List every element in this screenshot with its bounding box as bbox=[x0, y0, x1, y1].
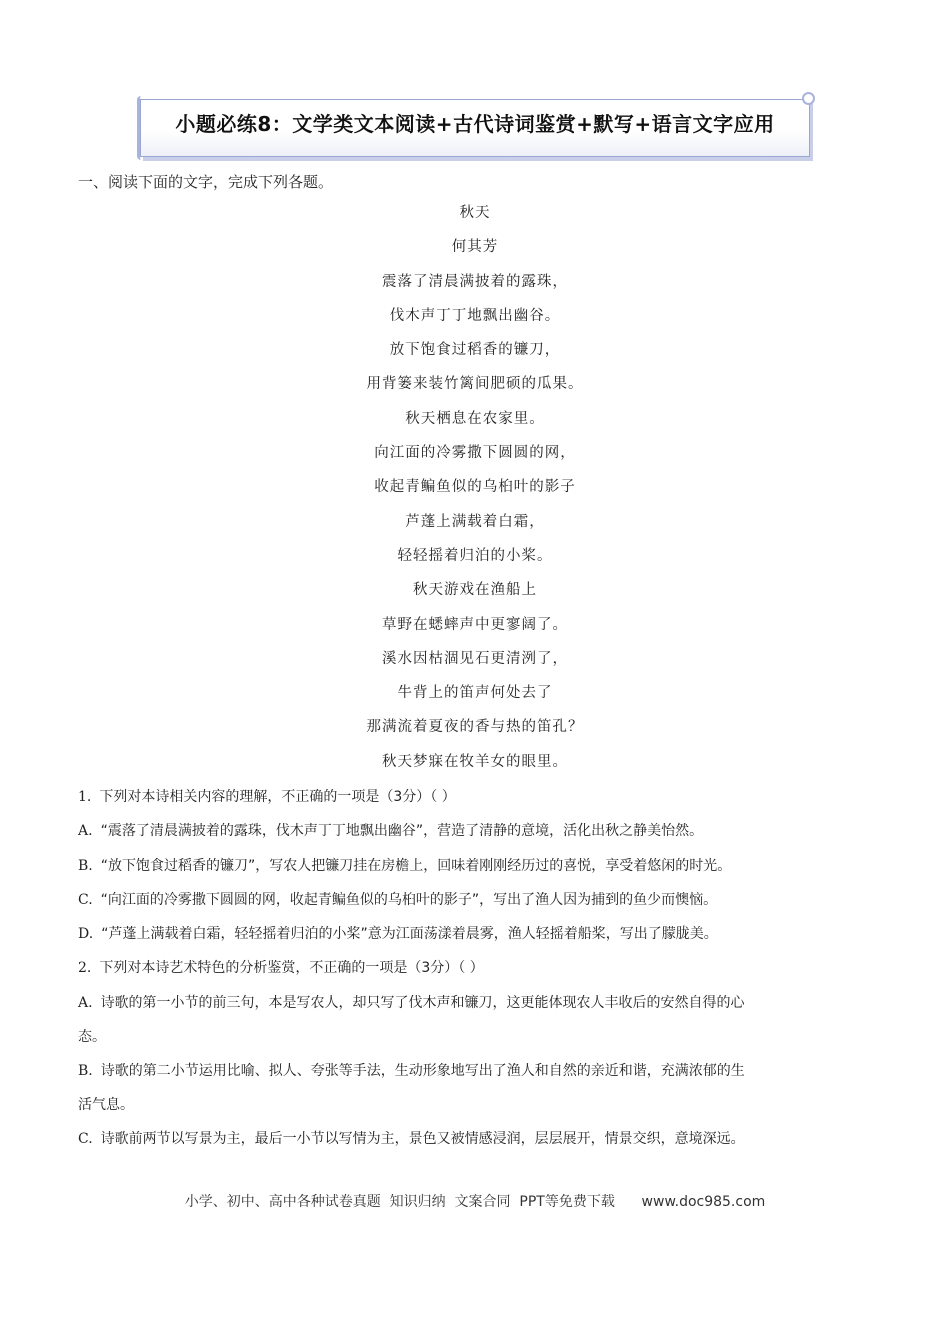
option-text: 诗歌的第二小节运用比喻、拟人、夸张等手法，生动形象地写出了渔人和自然的亲近和谐，充满浓郁的生 bbox=[100, 1063, 745, 1080]
question-text: 下列对本诗艺术特色的分析鉴赏，不正确的一项是（3分）（ ） bbox=[99, 960, 484, 977]
option-text: “向江面的冷雾撒下圆圆的网，收起青鳊鱼似的乌桕叶的影子”，写出了渔人因为捕到的鱼少而懊恼。 bbox=[100, 891, 718, 908]
poem-line: 秋天梦寐在牧羊女的眼里。 bbox=[382, 753, 568, 770]
option-text: “震落了清晨满披着的露珠，伐木声丁丁地飘出幽谷”，营造了清静的意境，活化出秋之静美怡然。 bbox=[100, 823, 704, 840]
option-a bbox=[78, 820, 878, 842]
poem-line: 草野在蟋蟀声中更寥阔了。 bbox=[382, 616, 568, 633]
option-label: B. bbox=[78, 1063, 93, 1080]
option-a-continued: 态。 bbox=[78, 1029, 106, 1046]
footer-url[interactable]: www.doc985.com bbox=[641, 1194, 766, 1210]
questions bbox=[78, 786, 878, 1163]
option-text: 诗歌前两节以写景为主，最后一小节以写情为主，景色又被情感浸润，层层展开，情景交织，意境深远。 bbox=[100, 1131, 745, 1148]
question-1-stem bbox=[78, 786, 878, 808]
question-number: 2. bbox=[78, 960, 92, 977]
question-number: 1. bbox=[78, 789, 92, 805]
poem-line: 向江面的冷雾撒下圆圆的网， bbox=[374, 445, 576, 462]
title-banner bbox=[140, 99, 810, 157]
poem-line: 轻轻摇着归泊的小桨。 bbox=[397, 547, 553, 564]
question-2-stem bbox=[78, 957, 878, 979]
option-text: “芦蓬上满载着白霜，轻轻摇着归泊的小桨”意为江面荡漾着晨雾，渔人轻摇着船桨，写出了朦胧美。 bbox=[101, 926, 718, 943]
poem-line: 放下饱食过稻香的镰刀， bbox=[389, 342, 561, 359]
option-a bbox=[78, 992, 878, 1014]
option-b-continued: 活气息。 bbox=[78, 1097, 134, 1114]
footer bbox=[0, 1191, 950, 1211]
footer-text: 小学、初中、高中各种试卷真题 知识归纳 文案合同 PPT等免费下载 bbox=[184, 1194, 615, 1210]
option-text: 诗歌的第一小节的前三句，本是写农人，却只写了伐木声和镰刀，这更能体现农人丰收后的安然自得的心 bbox=[100, 994, 745, 1011]
poem-line: 秋天游戏在渔船上 bbox=[413, 582, 537, 599]
option-c bbox=[78, 1128, 878, 1150]
poem-line: 收起青鳊鱼似的乌桕叶的影子 bbox=[374, 479, 576, 496]
option-label: B. bbox=[78, 857, 93, 874]
poem bbox=[0, 202, 950, 785]
poem-line: 震落了清晨满披着的露珠， bbox=[382, 273, 568, 290]
page-title: 小题必练8：文学类文本阅读+古代诗词鉴赏+默写+语言文字应用 bbox=[175, 112, 775, 136]
option-label: C. bbox=[78, 1131, 93, 1148]
poem-line: 秋天栖息在农家里。 bbox=[405, 410, 545, 427]
option-label: A. bbox=[78, 994, 93, 1011]
option-b bbox=[78, 1060, 878, 1082]
option-c bbox=[78, 889, 878, 911]
poem-title: 秋天 bbox=[459, 205, 491, 221]
option-label: D. bbox=[78, 926, 94, 943]
poem-line: 伐木声丁丁地飘出幽谷。 bbox=[389, 307, 561, 324]
option-label: A. bbox=[78, 823, 93, 840]
option-b bbox=[78, 855, 878, 877]
poem-line: 芦蓬上满载着白霜， bbox=[405, 513, 545, 530]
poem-author: 何其芳 bbox=[451, 239, 499, 256]
poem-line: 用背篓来装竹篱间肥硕的瓜果。 bbox=[366, 376, 584, 393]
option-label: C. bbox=[78, 891, 93, 908]
poem-line: 牛背上的笛声何处去了 bbox=[397, 685, 553, 702]
option-d bbox=[78, 923, 878, 945]
poem-line: 溪水因枯涸见石更清洌了， bbox=[382, 650, 568, 667]
option-text: “放下饱食过稻香的镰刀”，写农人把镰刀挂在房檐上，回味着刚刚经历过的喜悦，享受着悠闲的时光。 bbox=[100, 857, 732, 874]
section-heading: 一、阅读下面的文字，完成下列各题。 bbox=[78, 173, 334, 191]
poem-line: 那满流着夏夜的香与热的笛孔？ bbox=[366, 719, 584, 736]
question-text: 下列对本诗相关内容的理解，不正确的一项是（3分）（ ） bbox=[99, 789, 456, 805]
